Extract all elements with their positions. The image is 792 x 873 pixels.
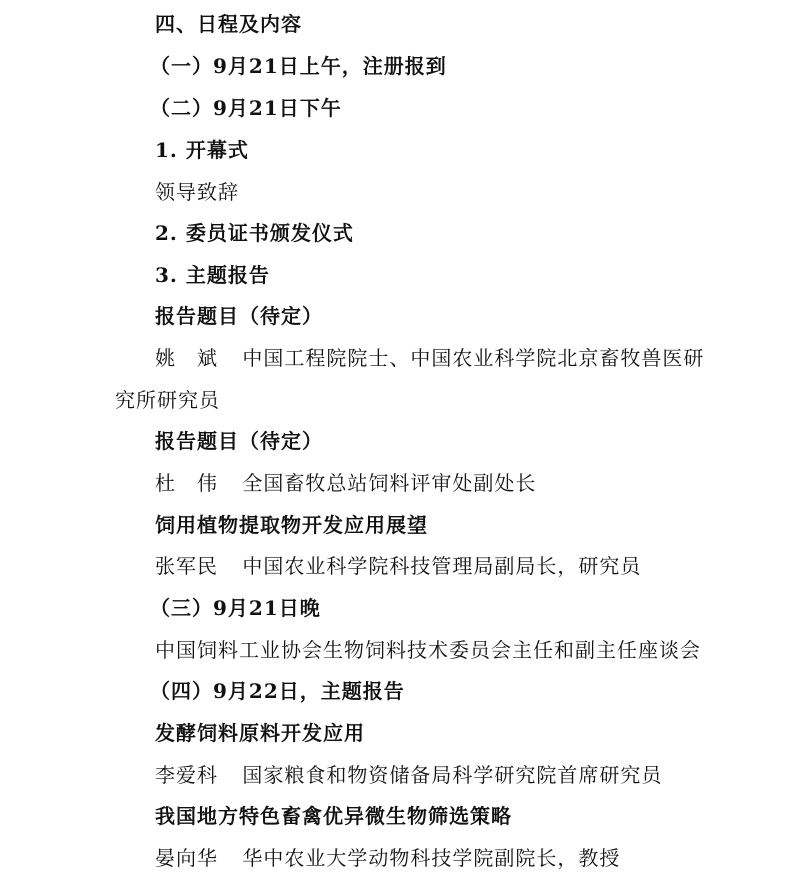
report-speaker-line [155, 763, 662, 787]
evening-meeting-description: 中国饲料工业协会生物饲料技术委员会主任和副主任座谈会 [155, 638, 701, 662]
report-title: 发酵饲料原料开发应用 [155, 721, 365, 745]
subsection-morning-registration: （一）9月21日上午，注册报到 [150, 54, 447, 78]
item-opening-description: 领导致辞 [155, 180, 239, 204]
item-keynote-reports: 3. 主题报告 [155, 263, 270, 287]
speaker-name: 姚 斌 [155, 346, 218, 370]
report-title: 饲用植物提取物开发应用展望 [155, 513, 428, 537]
subsection-day-two-reports: （四）9月22日，主题报告 [150, 679, 405, 703]
subsection-evening: （三）9月21日晚 [150, 596, 321, 620]
item-certificate-ceremony: 2. 委员证书颁发仪式 [155, 221, 354, 245]
speaker-name: 杜 伟 [155, 471, 218, 495]
speaker-name: 李爱科 [155, 763, 218, 787]
report-speaker-line [155, 554, 641, 578]
report-title: 我国地方特色畜禽优异微生物筛选策略 [155, 804, 512, 828]
report-speaker-line [155, 471, 536, 495]
item-opening-ceremony: 1. 开幕式 [155, 138, 249, 162]
report-speaker-line [155, 846, 620, 870]
speaker-name: 晏向华 [155, 846, 218, 870]
speaker-affiliation: 中国农业科学院科技管理局副局长，研究员 [242, 554, 642, 578]
speaker-name: 张军民 [155, 554, 218, 578]
speaker-affiliation: 全国畜牧总站饲料评审处副处长 [242, 471, 537, 495]
report-title: 报告题目（待定） [155, 429, 323, 453]
section-title: 四、日程及内容 [155, 12, 302, 36]
report-speaker-line [155, 346, 704, 370]
speaker-affiliation: 国家粮食和物资储备局科学研究院首席研究员 [242, 763, 663, 787]
speaker-affiliation: 中国工程院院士、中国农业科学院北京畜牧兽医研 [242, 346, 705, 370]
subsection-afternoon: （二）9月21日下午 [150, 96, 342, 120]
report-title: 报告题目（待定） [155, 304, 323, 328]
speaker-affiliation: 华中农业大学动物科技学院副院长，教授 [242, 846, 621, 870]
speaker-affiliation-continued: 究所研究员 [115, 388, 220, 412]
